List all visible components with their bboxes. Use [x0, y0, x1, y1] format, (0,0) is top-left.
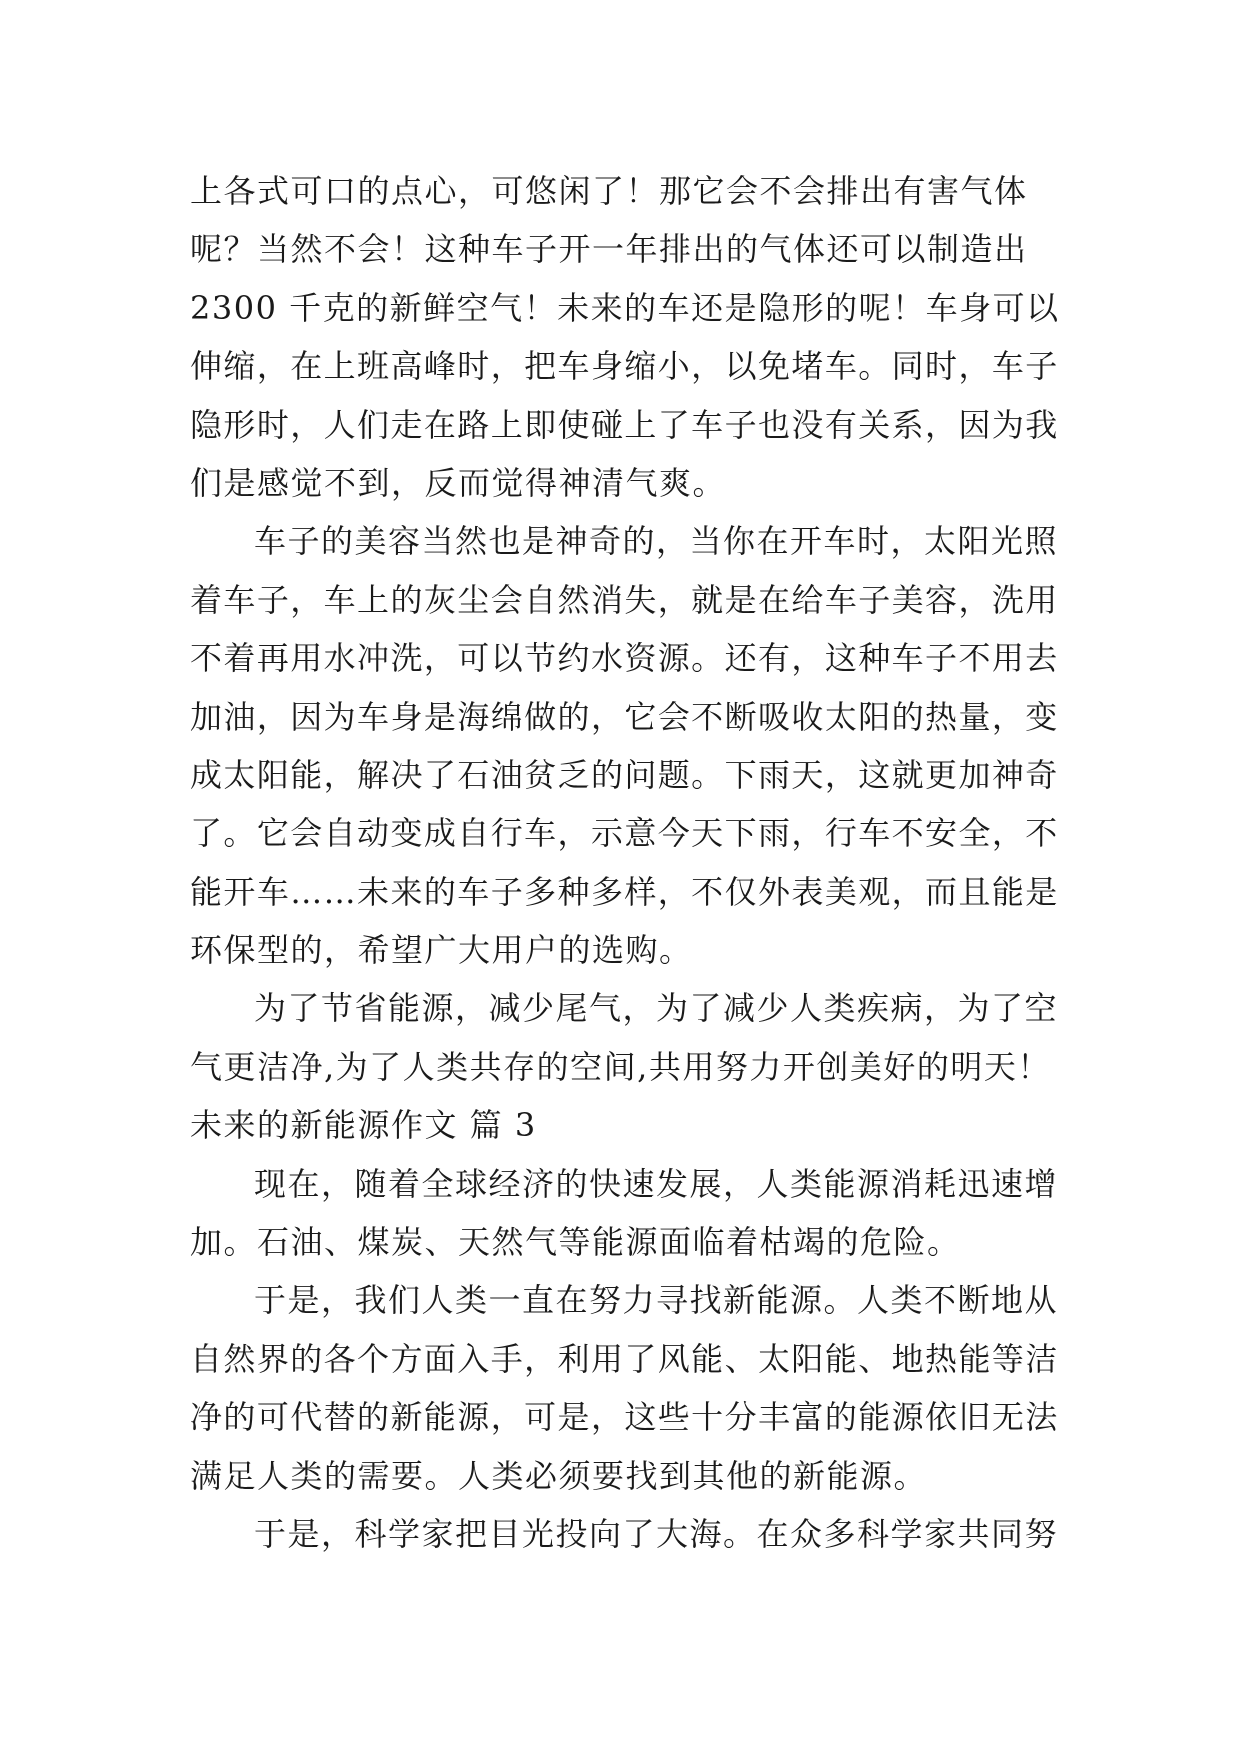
paragraph-first-line: 于是，我们人类一直在努力寻找新能源。人类不断地从	[254, 1281, 1059, 1320]
text-line: 不着再用水冲洗，可以节约水资源。还有，这种车子不用去	[190, 639, 1059, 678]
paragraph-first-line: 车子的美容当然也是神奇的，当你在开车时，太阳光照	[254, 522, 1059, 561]
text-line: 呢？当然不会！这种车子开一年排出的气体还可以制造出	[190, 230, 1028, 269]
text-line: 环保型的，希望广大用户的选购。	[190, 931, 693, 970]
text-line: 伸缩，在上班高峰时，把车身缩小，以免堵车。同时，车子	[190, 347, 1059, 386]
text-line: 满足人类的需要。人类必须要找到其他的新能源。	[190, 1456, 928, 1495]
text-line: 净的可代替的新能源，可是，这些十分丰富的能源依旧无法	[190, 1398, 1059, 1437]
document-body	[190, 162, 1060, 1563]
text-line: 未来的新能源作文 篇 3	[190, 1106, 537, 1145]
text-line: 着车子，车上的灰尘会自然消失，就是在给车子美容，洗用	[190, 580, 1059, 619]
text-line: 加油，因为车身是海绵做的，它会不断吸收太阳的热量，变	[190, 697, 1059, 736]
paragraph-first-line: 现在，随着全球经济的快速发展，人类能源消耗迅速增	[254, 1164, 1059, 1203]
text-line: 成太阳能，解决了石油贫乏的问题。下雨天，这就更加神奇	[190, 755, 1059, 794]
text-line: 们是感觉不到，反而觉得神清气爽。	[190, 463, 727, 502]
text-line: 加。石油、煤炭、天然气等能源面临着枯竭的危险。	[190, 1223, 961, 1262]
paragraph-first-line: 为了节省能源，减少尾气，为了减少人类疾病，为了空	[254, 989, 1059, 1028]
text-line: 了。它会自动变成自行车，示意今天下雨，行车不安全，不	[190, 814, 1059, 853]
text-line: 自然界的各个方面入手，利用了风能、太阳能、地热能等洁	[190, 1339, 1059, 1378]
text-line: 能开车……未来的车子多种多样，不仅外表美观，而且能是	[190, 872, 1059, 911]
text-line: 隐形时，人们走在路上即使碰上了车子也没有关系，因为我	[190, 405, 1059, 444]
text-line: 气更洁净,为了人类共存的空间,共用努力开创美好的明天！	[190, 1047, 1051, 1086]
text-line: 上各式可口的点心，可悠闲了！那它会不会排出有害气体	[190, 172, 1028, 210]
paragraph-first-line: 于是，科学家把目光投向了大海。在众多科学家共同努	[254, 1514, 1059, 1553]
text-line: 2300 千克的新鲜空气！未来的车还是隐形的呢！车身可以	[190, 288, 1060, 327]
